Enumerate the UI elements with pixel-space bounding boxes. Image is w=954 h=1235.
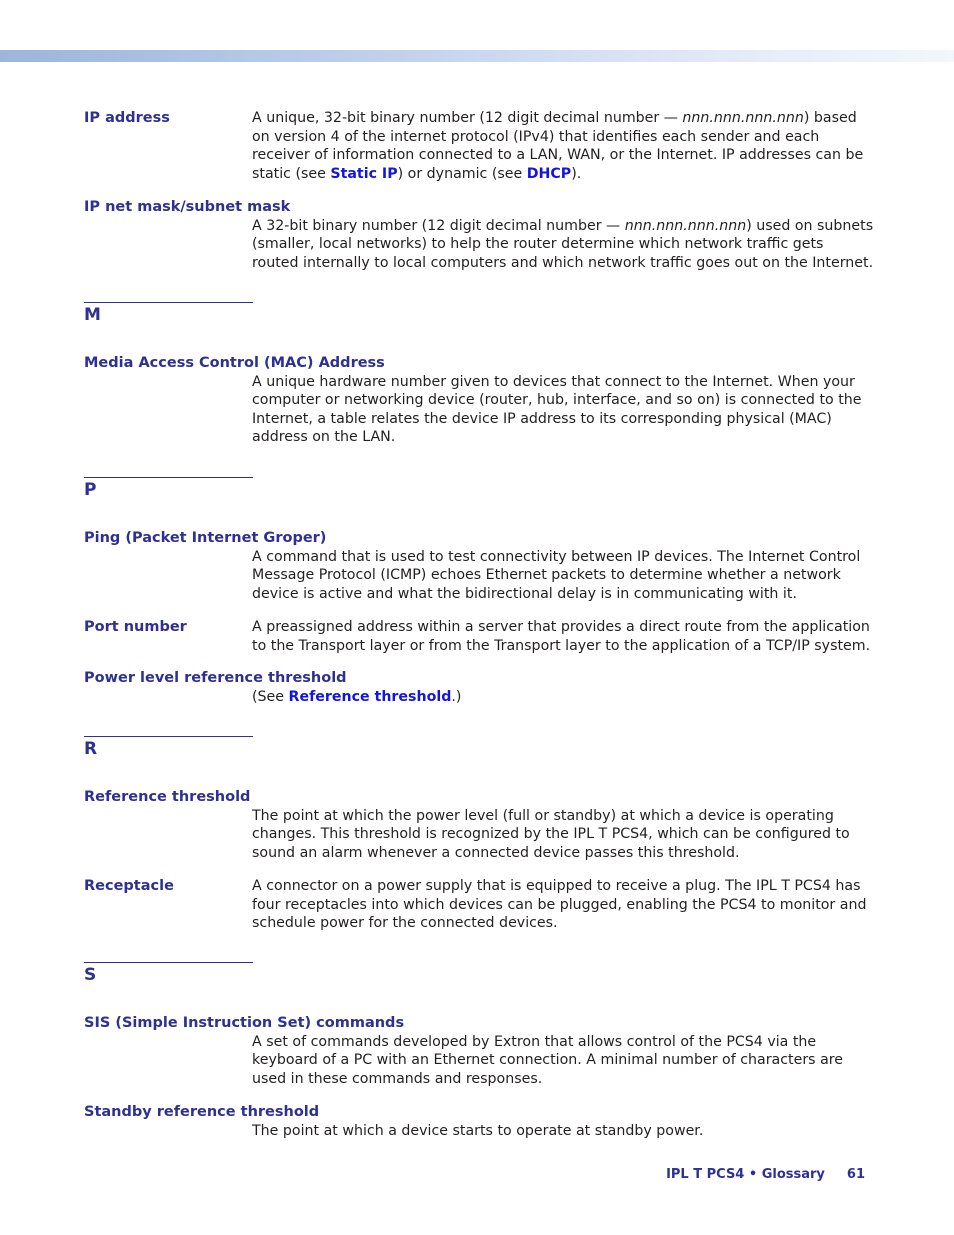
entry-definition: A unique hardware number given to devices that connect to the Internet. When your computer or networking device (router, hub, interface, and so on) is connected to the Internet, a table relates the device IP address to its corresponding physical (MAC) address on the LAN. <box>252 373 862 446</box>
entry-term: IP address <box>84 110 170 126</box>
glossary-entry-mac-address <box>84 354 874 447</box>
entry-definition: A unique, 32-bit binary number (12 digit decimal number — nnn.nnn.nnn.nnn) based on version 4 of the internet protocol (IPv4) that identifies each sender and each receiver of information connected to a LAN, WAN, or the Internet. IP addresses can be static (see Static IP) or dynamic (see DHCP). <box>252 110 864 182</box>
section-heading-m <box>84 302 253 325</box>
glossary-entry-ping <box>84 529 874 603</box>
entry-definition: The point at which the power level (full or standby) at which a device is operating changes. This threshold is recognized by the IPL T PCS4, which can be configured to sound an alarm whenever a connected device passes this threshold. <box>252 807 850 861</box>
section-heading-r <box>84 736 253 759</box>
link-dhcp[interactable]: DHCP <box>526 165 572 182</box>
entry-definition: A command that is used to test connectivity between IP devices. The Internet Control Message Protocol (ICMP) echoes Ethernet packets to determine whether a network device is active and what the bidirectional delay is in communicating with it. <box>252 548 861 602</box>
glossary-entry-sis <box>84 1014 874 1088</box>
glossary-entry-reference-threshold <box>84 788 874 862</box>
section-letter: P <box>84 480 97 500</box>
entry-term: Receptacle <box>84 878 174 894</box>
link-reference-threshold[interactable]: Reference threshold <box>288 688 452 705</box>
entry-term: Power level reference threshold <box>84 670 347 686</box>
section-heading-s <box>84 962 253 985</box>
glossary-entry-power-level <box>84 669 874 706</box>
entry-term: Standby reference threshold <box>84 1104 320 1120</box>
glossary-entry-standby <box>84 1103 874 1140</box>
entry-term: Media Access Control (MAC) Address <box>84 355 385 371</box>
entry-term: Port number <box>84 619 187 635</box>
entry-term: SIS (Simple Instruction Set) commands <box>84 1015 405 1031</box>
glossary-entry-receptacle <box>84 877 874 933</box>
page-number: 61 <box>846 1167 865 1182</box>
section-letter: M <box>84 305 101 325</box>
page-footer <box>666 1167 865 1182</box>
entry-definition: The point at which a device starts to operate at standby power. <box>252 1122 704 1139</box>
header-gradient-bar <box>0 50 954 62</box>
entry-definition: A set of commands developed by Extron that allows control of the PCS4 via the keyboard of a PC with an Ethernet connection. A minimal number of characters are used in these commands and responses. <box>252 1033 844 1087</box>
glossary-entry-ip-address <box>84 109 874 183</box>
footer-title: IPL T PCS4 • Glossary <box>666 1167 825 1182</box>
entry-definition: A preassigned address within a server that provides a direct route from the application to the Transport layer or from the Transport layer to the application of a TCP/IP system. <box>252 619 871 654</box>
entry-term: IP net mask/subnet mask <box>84 199 291 215</box>
entry-term: Reference threshold <box>84 789 251 805</box>
link-static-ip[interactable]: Static IP <box>330 165 398 182</box>
entry-term: Ping (Packet Internet Groper) <box>84 530 327 546</box>
glossary-entry-port-number <box>84 618 874 655</box>
entry-definition: A 32-bit binary number (12 digit decimal number — nnn.nnn.nnn.nnn) used on subnets (smaller, local networks) to help the router determine which network traffic gets routed internally to local computers and which network traffic goes out on the Internet. <box>252 217 874 271</box>
section-letter: R <box>84 739 98 759</box>
section-letter: S <box>84 965 97 985</box>
glossary-entry-ip-net-mask <box>84 198 874 272</box>
entry-definition: A connector on a power supply that is equipped to receive a plug. The IPL T PCS4 has four receptacles into which devices can be plugged, enabling the PCS4 to monitor and schedule power for the connected devices. <box>252 878 867 932</box>
entry-definition: (See Reference threshold.) <box>252 688 462 705</box>
section-heading-p <box>84 477 253 500</box>
